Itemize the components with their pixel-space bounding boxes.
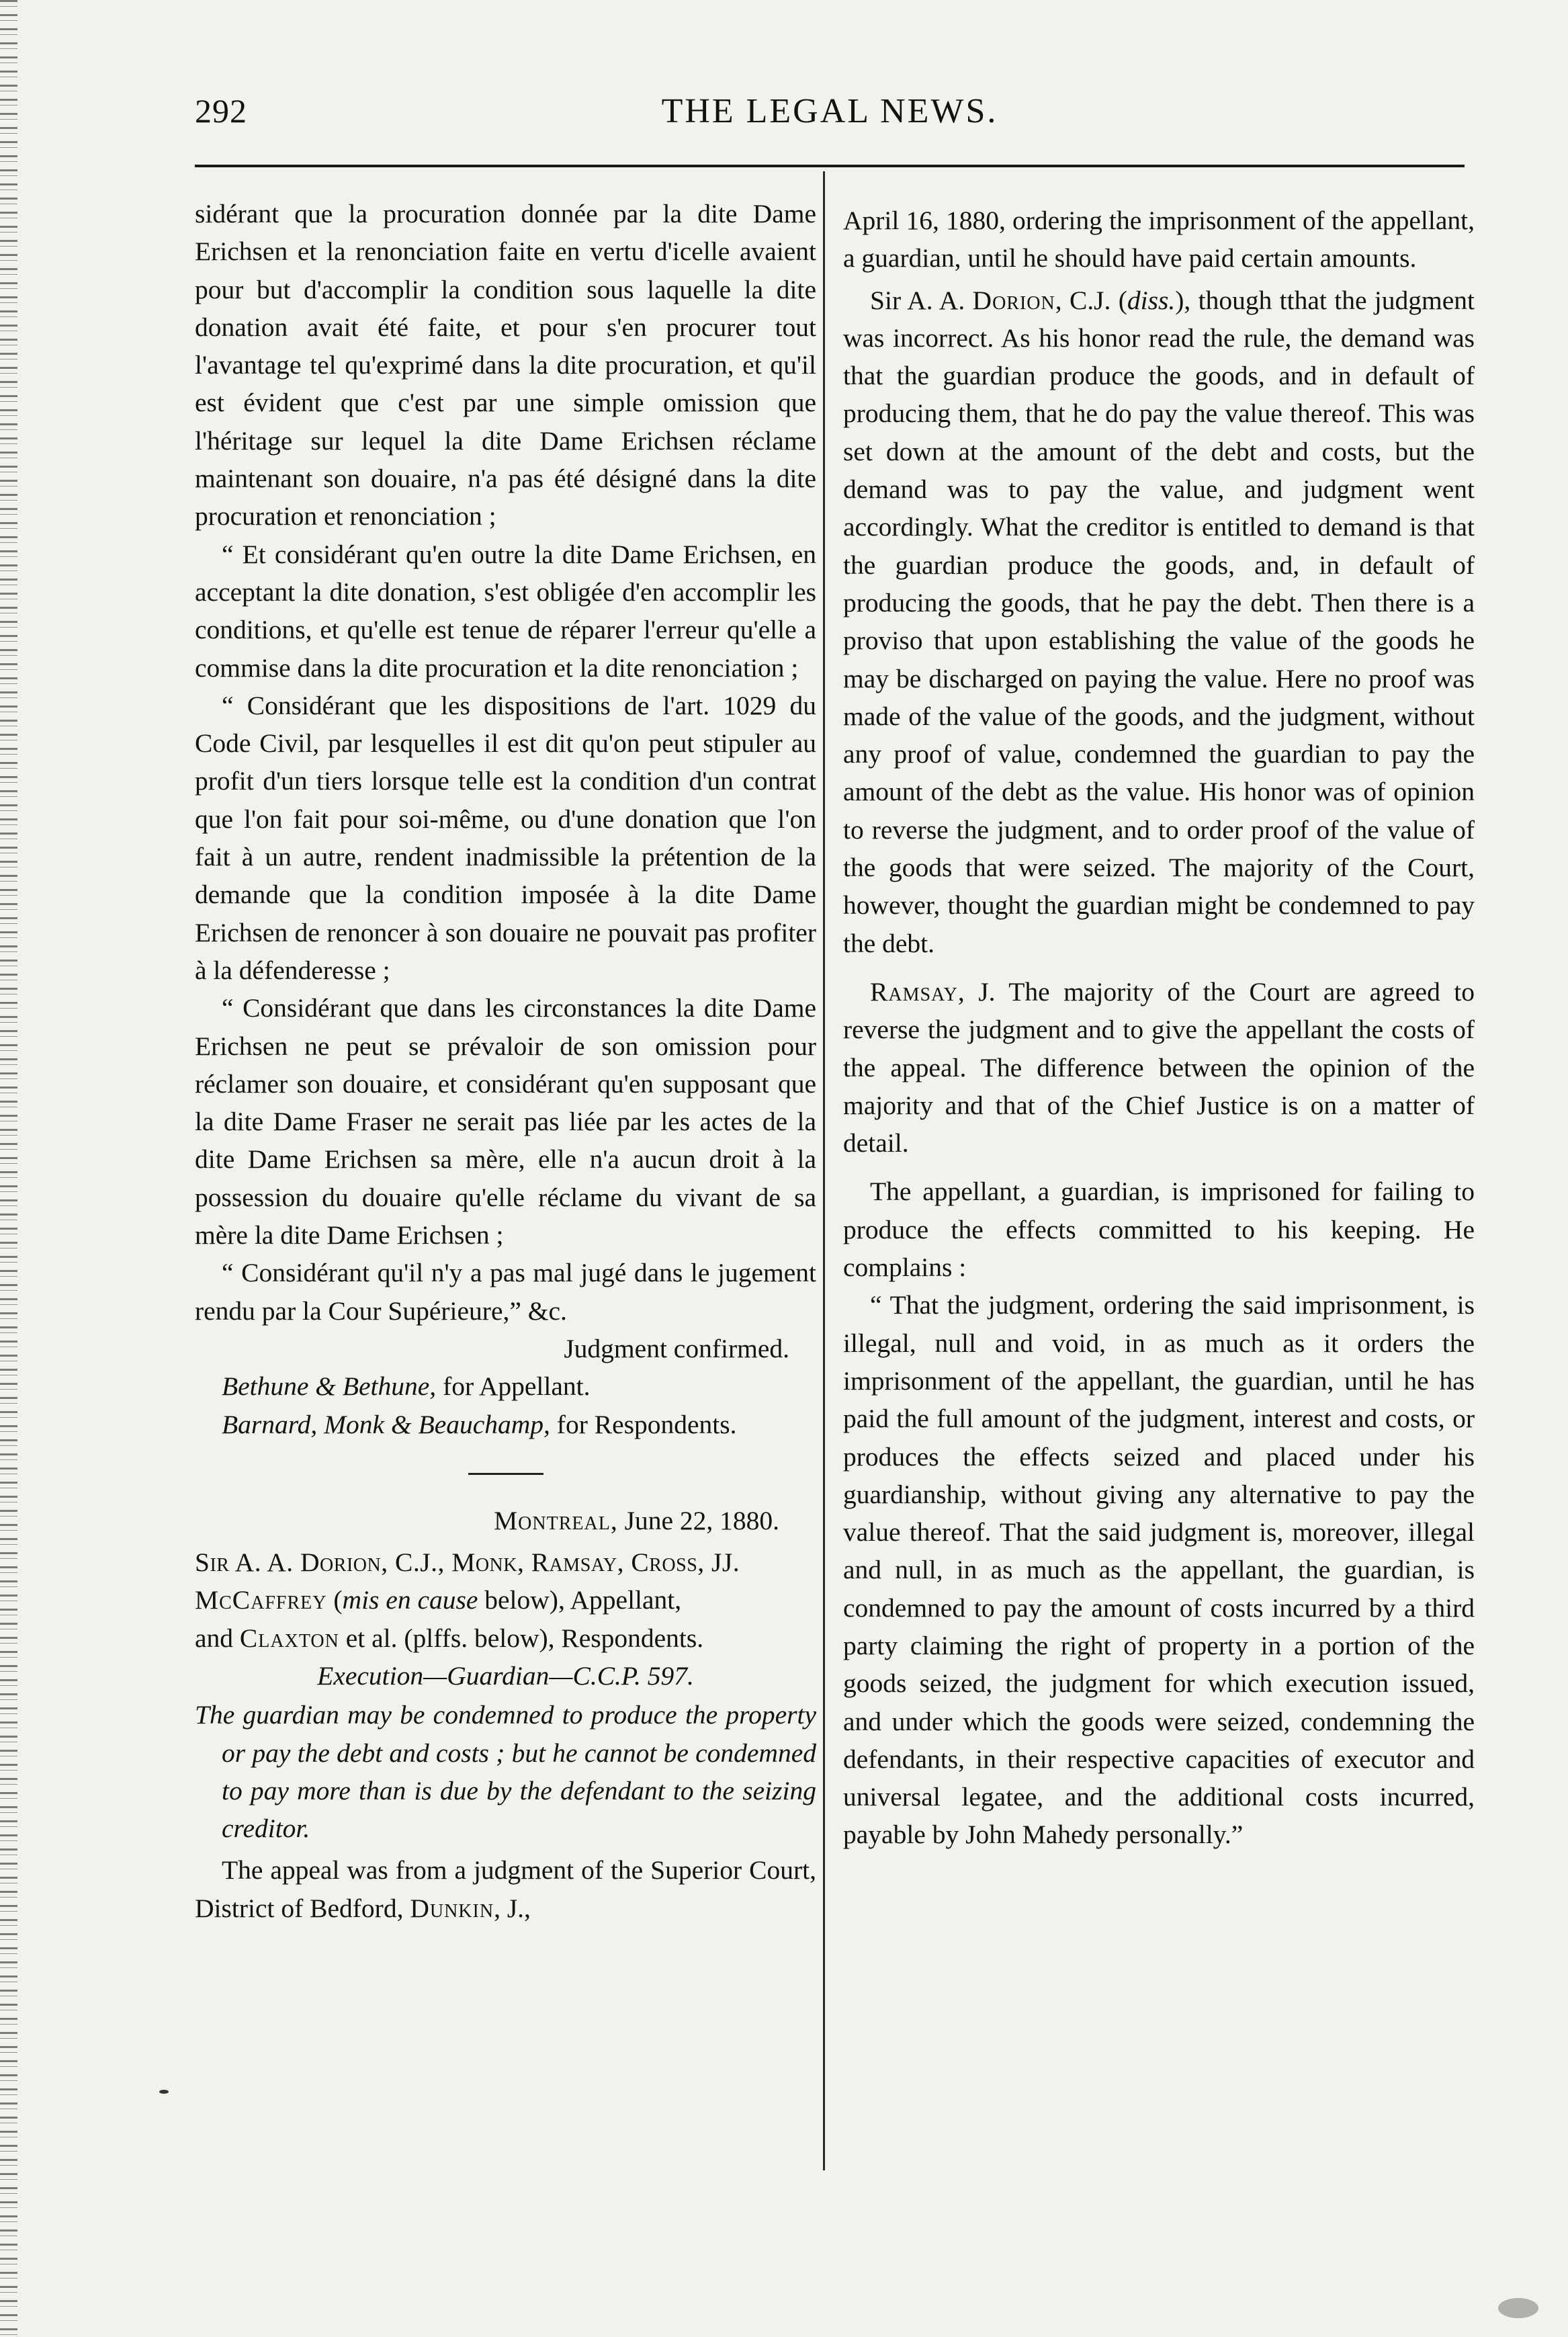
- bench: Sir A. A. Dorion, C.J., Monk, Ramsay, Cross, JJ.: [195, 1547, 740, 1578]
- parties-appellant: McCaffrey (mis en cause below), Appellant,: [195, 1585, 682, 1615]
- column-divider: [823, 171, 825, 2170]
- running-head: THE LEGAL NEWS.: [661, 92, 998, 130]
- spacer: [843, 1162, 1475, 1173]
- section-divider: [468, 1473, 543, 1475]
- text-run: The appeal was from a judgment of the Superior Court, District of Bedford,: [195, 1855, 816, 1923]
- counsel-name: Barnard, Monk & Beauchamp,: [222, 1409, 550, 1439]
- spacer: [843, 962, 1475, 973]
- counsel-role: for Appellant.: [436, 1371, 591, 1402]
- counsel-respondents: [195, 1406, 816, 1443]
- left-column: [195, 195, 816, 1927]
- case-dateline: [195, 1502, 816, 1539]
- paragraph: The appellant, a guardian, is imprisoned for failing to produce the effects committed to his keeping. He complains :: [843, 1177, 1475, 1283]
- counsel-name: Bethune & Bethune,: [222, 1371, 437, 1402]
- paragraph: “ Considérant qu'il n'y a pas mal jugé dans le jugement rendu par la Cour Supérieure,” &c.: [195, 1258, 816, 1326]
- dissent-marker: diss.: [1127, 285, 1176, 315]
- paragraph: April 16, 1880, ordering the imprisonment of the appellant, a guardian, until he should have paid certain amounts.: [843, 206, 1475, 273]
- paragraph: sidérant que la procuration donnée par la dite Dame Erichsen et la renonciation faite en vertu d'icelle avaient pour but d'accomplir la condition sous laquelle la dite donation avait été faite, et pour s'en procurer tout l'avantage tel qu'exprimé dans la dite procuration, et qu'il est évident que c'est par une simple omission que l'héritage sur lequel la dite Dame Erichsen réclame maintenant son douaire, n'a pas été désigné dans la dite procuration et renonciation ;: [195, 199, 816, 532]
- counsel-role: for Respondents.: [550, 1409, 737, 1439]
- right-column: [843, 202, 1475, 1854]
- party-role: et al. (plffs. below), Respondents.: [339, 1623, 704, 1653]
- page-header: [195, 91, 1465, 145]
- headnote: The guardian may be condemned to produce the property or pay the debt and costs ; but he cannot be condemned to pay more than is due by the defendant to the seizing creditor.: [195, 1700, 816, 1844]
- paragraph: [195, 1851, 816, 1927]
- ink-speck: [159, 2090, 169, 2094]
- paragraph: “ Et considérant qu'en outre la dite Dame Erichsen, en acceptant la dite donation, s'est obligée d'en accomplir les conditions, et qu'elle est tenue de réparer l'erreur qu'elle a commise dans la dite procuration et la dite renonciation ;: [195, 539, 816, 683]
- case-subject: Execution—Guardian—C.C.P. 597.: [317, 1660, 694, 1691]
- dateline-city: Montreal,: [494, 1505, 618, 1535]
- dateline-date: June 22, 1880.: [617, 1505, 779, 1535]
- text-run: Sir A. A.: [870, 285, 973, 315]
- binding-edge-shadow: [0, 0, 17, 2337]
- paragraph: [843, 973, 1475, 1162]
- text-run: ), though tthat the judgment was incorrect. As his honor read the rule, the demand was that the guardian produce the goods, and in default of producing them, that he do pay the value thereof. This was set down at the amount of the debt and costs, but the demand was to pay the value, and judgment went accordingly. What the creditor is entitled to demand is that the guardian produce the goods, and, in default of producing the goods, that he pay the debt. Then there is a proviso that upon establishing the value of the goods he may be discharged on paying the value. Here no proof was made of the value of the goods, and the judgment, without any proof of value, condemned the guardian to pay the amount of the debt as the value. His honor was of opinion to reverse the judgment, and to order proof of the value of the goods that were seized. The majority of the Court, however, thought the guardian might be condemned to pay the debt.: [843, 285, 1475, 958]
- page-number: 292: [195, 92, 247, 130]
- paragraph: “ Considérant que les dispositions de l'art. 1029 du Code Civil, par lesquelles il est dit qu'on peut stipuler au profit d'un tiers lorsque telle est la condition d'un contrat que l'on fait pour soi-même, ou d'une donation que l'on fait à un autre, rendent inadmissible la prétention de la demande que la condition imposée à la dite Dame Erichsen de renoncer à son douaire ne pouvait pas profiter à la défenderesse ;: [195, 690, 816, 985]
- judge-name: Dunkin: [410, 1893, 494, 1923]
- text-run: , J.,: [494, 1893, 531, 1923]
- text-run: , J. The majority of the Court are agreed to reverse the judgment and to give the appellant the costs of the appeal. The difference between the opinion of the majority and that of the Chief Justice is on a matter of detail.: [843, 976, 1475, 1158]
- paragraph: [843, 282, 1475, 962]
- party-note: mis en cause: [342, 1585, 478, 1615]
- paragraph: “ Considérant que dans les circonstances la dite Dame Erichsen ne peut se prévaloir de son omission pour réclamer son douaire, et considérant qu'en supposant que la dite Dame Fraser ne serait pas liée par les actes de la dite Dame Erichsen sa mère, elle n'a aucun droit à la possession du douaire qu'elle réclame du vivant de sa mère la dite Dame Erichsen ;: [195, 993, 816, 1250]
- paragraph: “ That the judgment, ordering the said imprisonment, is illegal, null and void, in as much as it orders the imprisonment of the appellant, the guardian, until he has paid the full amount of the judgment, interest and costs, or produces the effects seized and placed under his guardianship, without giving any alternative to pay the value thereof. That the said judgment is, moreover, illegal and null, in as much as the appellant, the guardian, is condemned to pay the amount of costs incurred by a third party claiming the right of property in a portion of the goods seized, the judgment for which execution issued, and under which the goods were seized, condemning the defendants, in their respective capacities of executor and universal legatee, and the additional costs incurred, payable by John Mahedy personally.”: [843, 1290, 1475, 1850]
- party-prefix: and: [195, 1623, 240, 1653]
- party-name: Claxton: [239, 1623, 339, 1653]
- judgment-line: Judgment confirmed.: [564, 1333, 789, 1363]
- party-name: McCaffrey: [195, 1585, 327, 1615]
- counsel-appellant: [195, 1367, 816, 1405]
- text-run: , C.J. (: [1055, 285, 1127, 315]
- judge-name: Ramsay: [870, 976, 958, 1007]
- parties-respondents: [195, 1619, 816, 1657]
- judge-name: Dorion: [972, 285, 1055, 315]
- header-rule: [195, 165, 1465, 167]
- ink-speck: [1498, 2298, 1538, 2318]
- party-role: below), Appellant,: [478, 1585, 682, 1615]
